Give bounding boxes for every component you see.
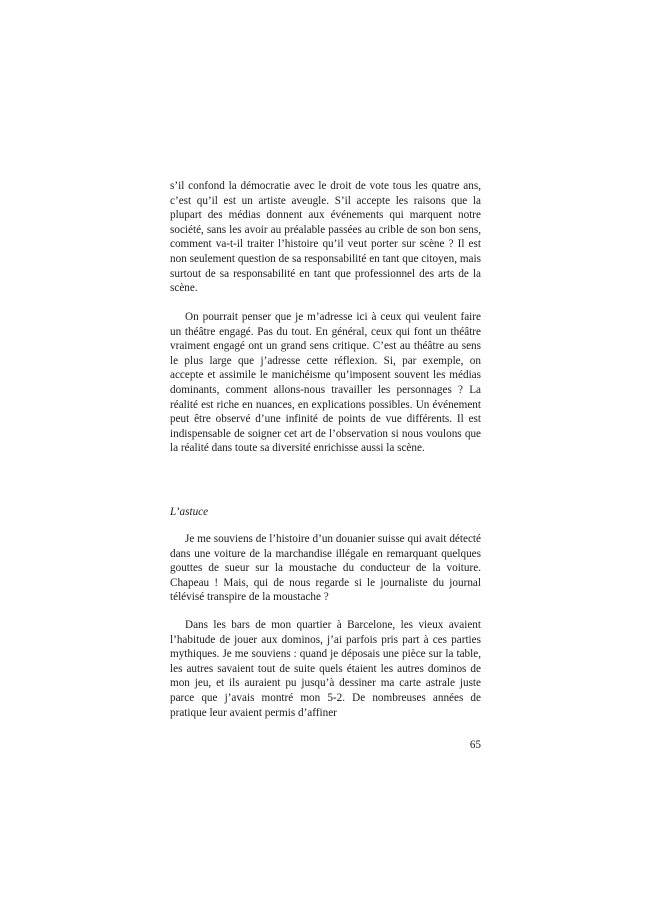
page-number: 65 [469,739,481,751]
paragraph-4 [170,618,481,720]
paragraph-text: On pourrait penser que je m’adresse ici à ceux qui veulent faire un théâtre engagé. Pas du tout. En général, ceux qui font un théâtre vraiment engagé ont un grand sens critique. C’est au théâtre au sens le plus large que j’adresse cette réflexion. Si, par exemple, on accepte et assimile le manichéisme qu’imposent souvent les médias dominants, comment allons-nous travailler les personnages ? La réalité est riche en nuances, en explications possibles. Un événement peut être observé d’une infinité de points de vue différents. Il est indispensable de soigner cet art de l’observation si nous voulons que la réalité dans toute sa diversité enrichisse aussi la scène. [170,311,481,455]
section-heading: L’astuce [170,506,209,518]
paragraph-text: s’il confond la démocratie avec le droit de vote tous les quatre ans, c’est qu’il est un artiste aveugle. S’il accepte les raisons que la plupart des médias donnent aux événements qui marquent notre société, sans les avoir au préalable passées au crible de son bon sens, comment va-t-il traiter l’histoire qu’il veut porter sur scène ? Il est non seulement question de sa responsabilité en tant que citoyen, mais surtout de sa responsabilité en tant que professionnel des arts de la scène. [170,180,481,295]
paragraph-text: Je me souviens de l’histoire d’un douanier suisse qui avait détecté dans une voiture de la marchandise illégale en remarquant quelques gouttes de sueur sur la moustache du conducteur de la voiture. Chapeau ! Mais, qui de nous regarde si le journaliste du journal télévisé transpire de la moustache ? [170,533,481,604]
paragraph-1 [170,179,481,296]
paragraph-text: Dans les bars de mon quartier à Barcelone, les vieux avaient l’habitude de jouer aux dominos, j’ai parfois pris part à ces parties mythiques. Je me souviens : quand je déposais une pièce sur la table, les autres savaient tout de suite quels étaient les autres dominos de mon jeu, et ils auraient pu jusqu’à dessiner ma carte astrale juste parce que j’avais montré mon 5-2. De nombreuses années de pratique leur avaient permis d’affiner [170,619,481,719]
paragraph-3 [170,532,481,605]
paragraph-2 [170,310,481,456]
